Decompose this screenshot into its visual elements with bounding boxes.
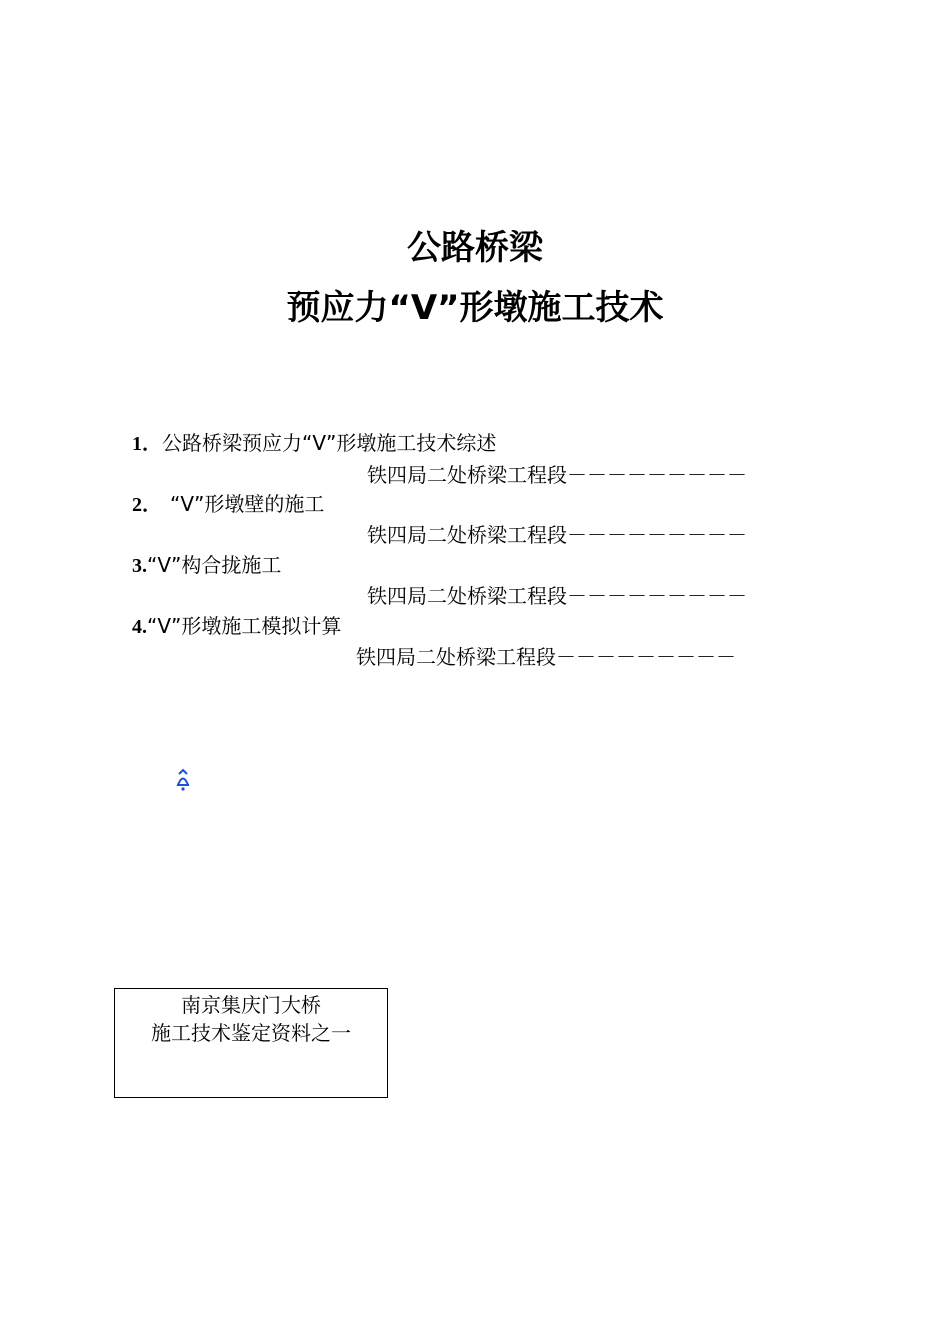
toc-item-1 bbox=[132, 430, 496, 457]
toc-author: 铁四局二处桥梁工程段－－－－－－－－－ bbox=[367, 584, 747, 608]
toc-item-4 bbox=[132, 613, 341, 640]
toc-title: “V”形墩壁的施工 bbox=[170, 492, 325, 516]
note-line-2: 施工技术鉴定资料之一 bbox=[151, 1021, 351, 1045]
toc-item-2 bbox=[132, 491, 324, 518]
document-title: 公路桥梁 bbox=[407, 228, 543, 268]
toc-number: 4. bbox=[132, 616, 147, 638]
toc-title: 公路桥梁预应力“V”形墩施工技术综述 bbox=[162, 431, 497, 455]
toc-number: 3. bbox=[132, 555, 147, 577]
toc-number: 1． bbox=[132, 433, 162, 455]
toc-author: 铁四局二处桥梁工程段－－－－－－－－－ bbox=[367, 523, 747, 547]
document-subtitle: 预应力“V”形墩施工技术 bbox=[286, 288, 664, 328]
toc-title: “V”构合拢施工 bbox=[147, 553, 282, 577]
toc-author: 铁四局二处桥梁工程段－－－－－－－－－ bbox=[367, 463, 747, 487]
toc-item-3 bbox=[132, 552, 281, 579]
toc-title: “V”形墩施工模拟计算 bbox=[147, 614, 342, 638]
anchor-marker-icon[interactable] bbox=[175, 768, 191, 792]
toc-author: 铁四局二处桥梁工程段－－－－－－－－－ bbox=[356, 645, 736, 669]
toc-number: 2． bbox=[132, 494, 162, 516]
note-box bbox=[114, 988, 388, 1098]
note-line-1: 南京集庆门大桥 bbox=[181, 993, 321, 1017]
